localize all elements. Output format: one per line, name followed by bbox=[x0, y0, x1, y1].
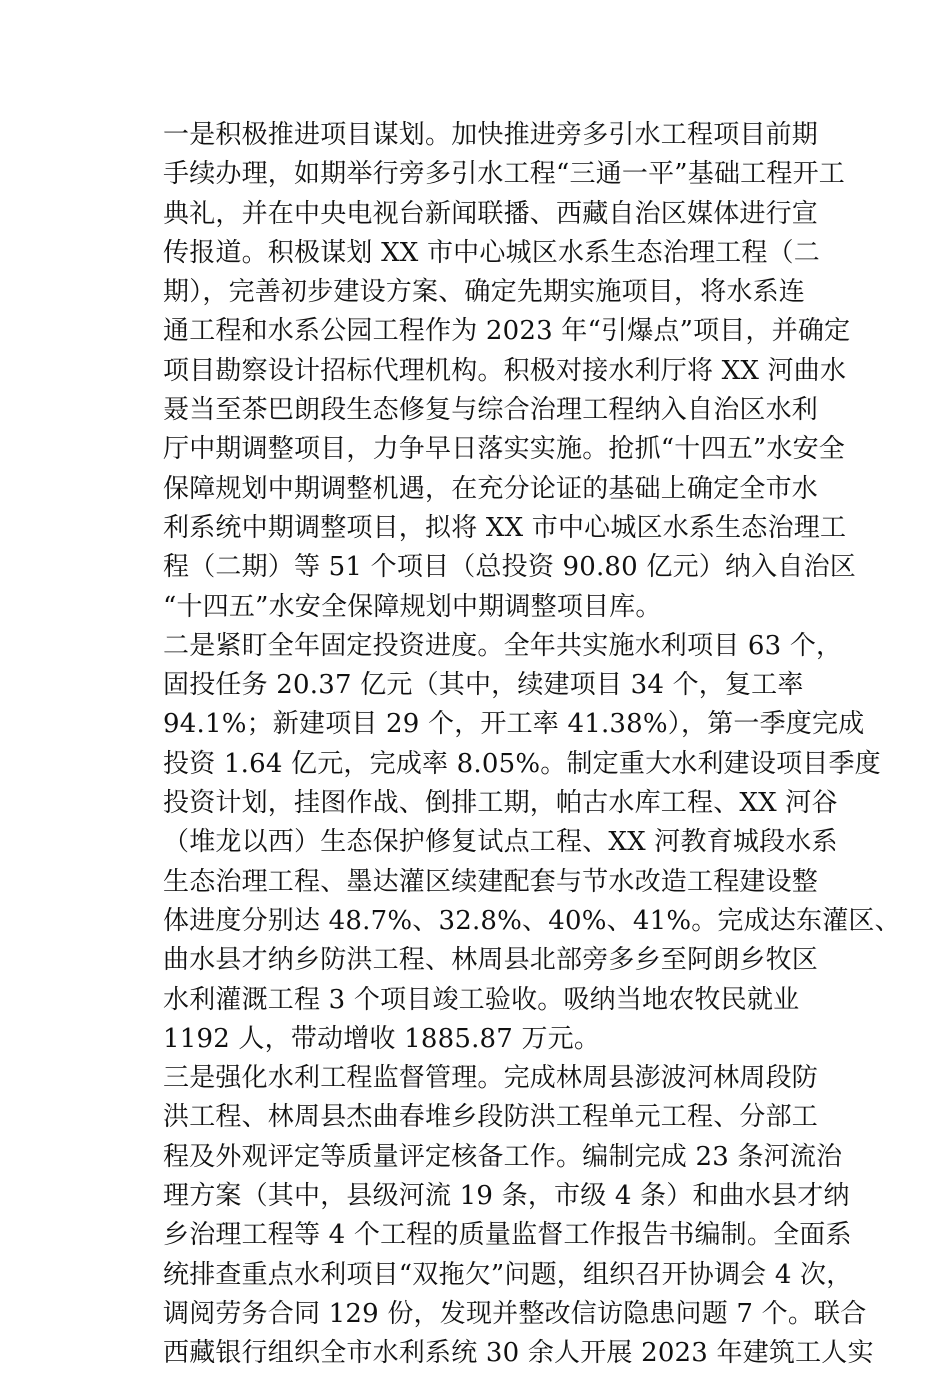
paragraph-investment-progress bbox=[143, 627, 901, 1059]
text-line: 期），完善初步建设方案、确定先期实施项目，将水系连 bbox=[163, 277, 806, 308]
text-line: 项目勘察设计招标代理机构。积极对接水利厅将 XX 河曲水 bbox=[163, 355, 847, 386]
text-line: 1192 人，带动增收 1885.87 万元。 bbox=[163, 1023, 601, 1054]
text-line: 曲水县才纳乡防洪工程、林周县北部旁多乡至阿朗乡牧区 bbox=[163, 945, 819, 976]
text-line: 三是强化水利工程监督管理。完成林周县澎波河林周段防 bbox=[163, 1063, 819, 1094]
text-line: “十四五”水安全保障规划中期调整项目库。 bbox=[163, 591, 662, 622]
text-line: 通工程和水系公园工程作为 2023 年“引爆点”项目，并确定 bbox=[163, 316, 851, 347]
text-line: 聂当至茶巴朗段生态修复与综合治理工程纳入自治区水利 bbox=[163, 395, 819, 426]
text-line: （堆龙以西）生态保护修复试点工程、XX 河教育城段水系 bbox=[163, 827, 838, 858]
text-line: 水利灌溉工程 3 个项目竣工验收。吸纳当地农牧民就业 bbox=[163, 984, 800, 1015]
text-line: 一是积极推进项目谋划。加快推进旁多引水工程项目前期 bbox=[163, 120, 819, 150]
text-line: 手续办理，如期举行旁多引水工程“三通一平”基础工程开工 bbox=[163, 159, 845, 190]
text-line: 厅中期调整项目，力争早日落实实施。抢抓“十四五”水安全 bbox=[163, 434, 845, 465]
text-line: 洪工程、林周县杰曲春堆乡段防洪工程单元工程、分部工 bbox=[163, 1102, 819, 1133]
text-line: 调阅劳务合同 129 份，发现并整改信访隐患问题 7 个。联合 bbox=[163, 1298, 867, 1329]
text-line: 理方案（其中，县级河流 19 条，市级 4 条）和曲水县才纳 bbox=[163, 1181, 850, 1212]
text-line: 传报道。积极谋划 XX 市中心城区水系生态治理工程（二 bbox=[163, 237, 820, 268]
text-line: 投资 1.64 亿元，完成率 8.05%。制定重大水利建设项目季度 bbox=[163, 748, 881, 779]
text-line: 利系统中期调整项目，拟将 XX 市中心城区水系生态治理工 bbox=[163, 512, 847, 543]
text-line: 程及外观评定等质量评定核备工作。编制完成 23 条河流治 bbox=[163, 1141, 843, 1172]
text-line: 西藏银行组织全市水利系统 30 余人开展 2023 年建筑工人实 bbox=[163, 1338, 874, 1369]
text-line: 投资计划，挂图作战、倒排工期，帕古水库工程、XX 河谷 bbox=[163, 788, 838, 819]
text-line: 保障规划中期调整机遇，在充分论证的基础上确定全市水 bbox=[163, 473, 819, 504]
text-line: 乡治理工程等 4 个工程的质量监督工作报告书编制。全面系 bbox=[163, 1220, 852, 1251]
text-line: 生态治理工程、墨达灌区续建配套与节水改造工程建设整 bbox=[163, 866, 819, 897]
text-line: 二是紧盯全年固定投资进度。全年共实施水利项目 63 个， bbox=[163, 630, 843, 661]
text-line: 统排查重点水利项目“双拖欠”问题，组织召开协调会 4 次， bbox=[163, 1259, 853, 1290]
text-line: 固投任务 20.37 亿元（其中，续建项目 34 个，复工率 bbox=[163, 670, 804, 701]
text-line: 94.1%；新建项目 29 个，开工率 41.38%），第一季度完成 bbox=[163, 709, 865, 740]
document-body bbox=[143, 116, 901, 1374]
text-line: 典礼，并在中央电视台新闻联播、西藏自治区媒体进行宣 bbox=[163, 198, 819, 229]
paragraph-supervision-management bbox=[143, 1059, 874, 1373]
text-line: 体进度分别达 48.7%、32.8%、40%、41%。完成达东灌区、 bbox=[163, 905, 901, 936]
paragraph-project-planning bbox=[143, 116, 856, 627]
text-line: 程（二期）等 51 个项目（总投资 90.80 亿元）纳入自治区 bbox=[163, 552, 856, 583]
